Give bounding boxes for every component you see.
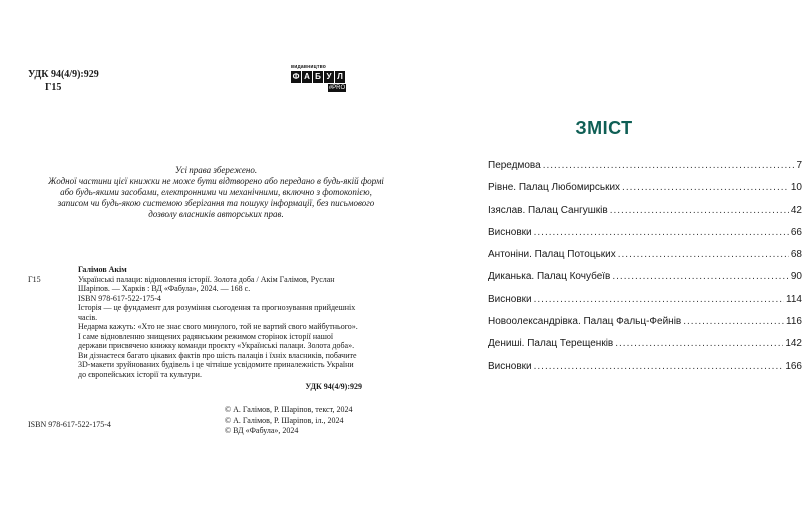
toc-entry[interactable] xyxy=(488,160,802,182)
toc-entry-page: 68 xyxy=(790,249,802,261)
catalog-body xyxy=(28,265,362,392)
catalog-entry-index: Г15 xyxy=(28,274,41,284)
toc-entry[interactable] xyxy=(488,271,802,293)
table-of-contents xyxy=(488,160,802,383)
logo-letter: Л xyxy=(335,71,345,83)
toc-entry[interactable] xyxy=(488,316,802,338)
toc-entry-label: Висновки xyxy=(488,293,532,305)
logo-letter: Ф xyxy=(292,72,300,81)
toc-leader xyxy=(618,249,789,260)
catalog-index: Г15 xyxy=(45,82,62,93)
logo-letter: А xyxy=(302,71,312,83)
toc-entry[interactable] xyxy=(488,205,802,227)
catalog-description: Українські палаци: відновлення історії. Золота доба / Акім Галімов, Руслан Шаріпов. — Харків : ВД «Фабула», 2024. — 168 с. xyxy=(78,274,335,293)
toc-entry-label: Дениші. Палац Терещенків xyxy=(488,338,614,350)
toc-entry-page: 142 xyxy=(785,338,802,350)
toc-entry[interactable] xyxy=(488,227,802,249)
catalog-annotation: Ви дізнаєтеся багато цікавих фактів про шість палаців і їхніх власників, побачите 3D-макети зруйнованих будівель і це чітніше усвідомите приналежність України до європейських історії та культури. xyxy=(78,350,357,379)
catalog-author: Галімов Акім xyxy=(78,265,127,274)
toc-entry-page: 66 xyxy=(790,226,802,238)
logo-tag: #PRO xyxy=(328,85,346,91)
toc-leader xyxy=(534,361,784,372)
toc-entry-label: Диканька. Палац Кочубеїв xyxy=(488,271,611,283)
toc-entry-label: Висновки xyxy=(488,226,532,238)
toc-title: ЗМІСТ xyxy=(575,118,633,138)
toc-entry-page: 114 xyxy=(786,293,802,305)
catalog-annotation: І саме відновленню знищених радянським режимом сторінок історії нашої держави присвячено книжку команди проєкту «Українські палаци. Золота доба». xyxy=(78,331,355,350)
toc-entry-label: Новоолександрівка. Палац Фальц-Фейнів xyxy=(488,316,682,328)
copyright-line: © А. Галімов, Р. Шаріпов, іл., 2024 xyxy=(225,415,344,425)
toc-entry[interactable] xyxy=(488,361,802,383)
toc-entry-label: Передмова xyxy=(488,160,541,171)
toc-entry-page: 90 xyxy=(790,271,802,283)
toc-entry-label: Антоніни. Палац Потоцьких xyxy=(488,249,616,261)
toc-entry-page: 42 xyxy=(790,204,802,216)
toc-entry[interactable] xyxy=(488,182,802,204)
copyright-line: © А. Галімов, Р. Шаріпов, текст, 2024 xyxy=(225,405,353,414)
toc-entry-page: 116 xyxy=(786,316,802,328)
toc-leader xyxy=(534,294,784,305)
toc-entry[interactable] xyxy=(488,294,802,316)
toc-entry-page: 10 xyxy=(790,182,802,194)
toc-leader xyxy=(534,227,789,238)
catalog-annotation: Історія — це фундамент для розуміння сьогодення та прогнозування прийдешніх часів. xyxy=(78,303,356,322)
logo-letters xyxy=(291,71,349,83)
rights-line: дозволу власників авторських прав. xyxy=(148,209,284,219)
toc-entry-label: Ізяслав. Палац Сангушків xyxy=(488,204,608,216)
catalog-isbn: ISBN 978-617-522-175-4 xyxy=(78,293,161,303)
toc-entry-label: Висновки xyxy=(488,360,532,372)
rights-line: або будь-якими засобами, електронними чи механічними, включно з фотокопією, xyxy=(60,187,372,197)
rights-line: записом чи будь-якою системою зберігання та пошуку інформації, без письмового xyxy=(57,198,375,208)
logo-letter: Б xyxy=(313,71,323,83)
toc-entry-label: Рівне. Палац Любомирських xyxy=(488,182,621,194)
copyright-line: © ВД «Фабула», 2024 xyxy=(225,426,299,435)
toc-entry-page: 166 xyxy=(785,360,802,372)
publisher-logo xyxy=(291,64,349,92)
toc-leader xyxy=(610,205,789,216)
logo-letter: У xyxy=(324,71,334,83)
toc-leader xyxy=(612,271,789,282)
copyright-block xyxy=(225,405,353,437)
rights-notice xyxy=(28,165,404,220)
rights-line: Усі права збережено. xyxy=(174,165,258,175)
logo-caption: видавництво xyxy=(291,64,327,70)
toc-entry[interactable] xyxy=(488,338,802,360)
isbn-bottom: ISBN 978-617-522-175-4 xyxy=(28,420,111,429)
rights-line: Жодної частини цієї книжки не може бути відтворено або передано в будь-якій формі xyxy=(48,176,384,186)
udk-code: УДК 94(4/9):929 xyxy=(28,69,99,80)
toc-leader xyxy=(543,160,795,171)
toc-leader xyxy=(615,338,783,349)
toc-leader xyxy=(622,182,789,193)
toc-entry[interactable] xyxy=(488,249,802,271)
toc-entry-page: 7 xyxy=(796,160,802,171)
toc-leader xyxy=(683,316,784,327)
catalog-annotation: Недарма кажуть: «Хто не знає свого минулого, той не вартий свого майбутнього». xyxy=(78,322,358,331)
left-page xyxy=(0,0,404,507)
right-page xyxy=(404,0,809,507)
catalog-udk: УДК 94(4/9):929 xyxy=(305,382,362,391)
catalog-entry xyxy=(28,265,362,392)
